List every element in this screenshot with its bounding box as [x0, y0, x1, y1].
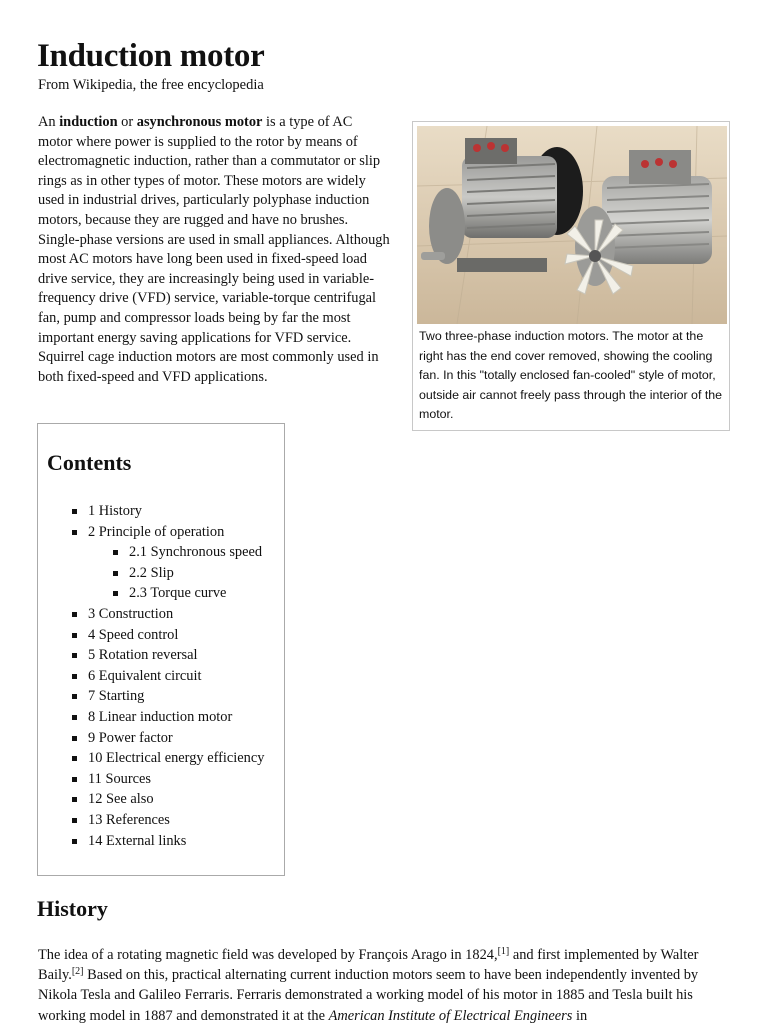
history-heading: History: [37, 896, 108, 921]
toc-item[interactable]: 4 Speed control: [38, 625, 284, 646]
history-text-4: in: [572, 1007, 588, 1024]
toc-item[interactable]: 9 Power factor: [38, 728, 284, 749]
toc-item[interactable]: 1 History: [38, 501, 284, 522]
toc-item[interactable]: 2.3 Torque curve: [38, 583, 284, 604]
citation-1[interactable]: [1]: [497, 946, 510, 957]
figure-caption: Two three-phase induction motors. The motor at the right has the end cover removed, showing the cooling fan. In this "totally enclosed fan-cooled" style of motor, outside air cannot freely pass through the interior of the motor.: [419, 329, 723, 422]
citation-2[interactable]: [2]: [71, 966, 84, 978]
toc-item[interactable]: 10 Electrical energy efficiency: [38, 748, 284, 769]
table-of-contents: [37, 423, 285, 876]
toc-item[interactable]: 3 Construction: [38, 604, 284, 625]
toc-item[interactable]: 12 See also: [38, 789, 284, 810]
history-text-2: and first implemented by Walter Baily.: [38, 947, 699, 984]
page-title: Induction motor: [37, 38, 265, 74]
lead-body: is a type of AC motor where power is supplied to the rotor by means of electromagnetic induction, rather than a commutator or slip rings as in other types of motor. These motors are widely used in industrial drives, particularly polyphase induction motors, because they are rugged and have no brushes. Single-phase versions are used in small appliances. Although most AC motors have long been used in fixed-speed load drive service, they are increasingly being used in variable-frequency drive (VFD) service, variable-torque centrifugal fan, pump and compressor loads being by far the most important energy saving applications for VFD service. Squirrel cage induction motors are most commonly used in both fixed-speed and VFD applications.: [38, 114, 390, 385]
page-subtitle: From Wikipedia, the free encyclopedia: [38, 77, 264, 93]
toc-item[interactable]: 6 Equivalent circuit: [38, 666, 284, 687]
lead-conjunction: or: [117, 114, 137, 130]
toc-item[interactable]: 8 Linear induction motor: [38, 707, 284, 728]
induction-motors-photo[interactable]: [417, 126, 727, 324]
history-paragraph: [38, 945, 732, 1026]
lead-intro: An: [38, 114, 60, 130]
toc-item[interactable]: 11 Sources: [38, 769, 284, 790]
term-asynchronous-motor: asynchronous motor: [136, 114, 263, 130]
aiee-name: American Institute of Electrical Engineers: [328, 1007, 573, 1024]
history-text-3: Based on this, practical alternating current induction motors seem to have been independently invented by Nikola Tesla and Galileo Ferraris. Ferraris demonstrated a working model of his motor in 1885 and Tesla built his working model in 1887 and demonstrated it at the: [38, 967, 699, 1024]
toc-item[interactable]: 14 External links: [38, 831, 284, 852]
toc-list: [38, 501, 284, 851]
toc-item[interactable]: 7 Starting: [38, 686, 284, 707]
history-text-1: The idea of a rotating magnetic field was developed by François Arago in 1824,: [38, 947, 498, 963]
toc-item[interactable]: 2 Principle of operation: [38, 522, 284, 543]
term-induction: induction: [59, 114, 118, 130]
toc-item[interactable]: 5 Rotation reversal: [38, 645, 284, 666]
toc-item[interactable]: 2.1 Synchronous speed: [38, 542, 284, 563]
motor-figure: [412, 121, 730, 431]
toc-item[interactable]: 13 References: [38, 810, 284, 831]
toc-heading: Contents: [47, 450, 132, 475]
lead-paragraph: [38, 113, 390, 387]
toc-item[interactable]: 2.2 Slip: [38, 563, 284, 584]
